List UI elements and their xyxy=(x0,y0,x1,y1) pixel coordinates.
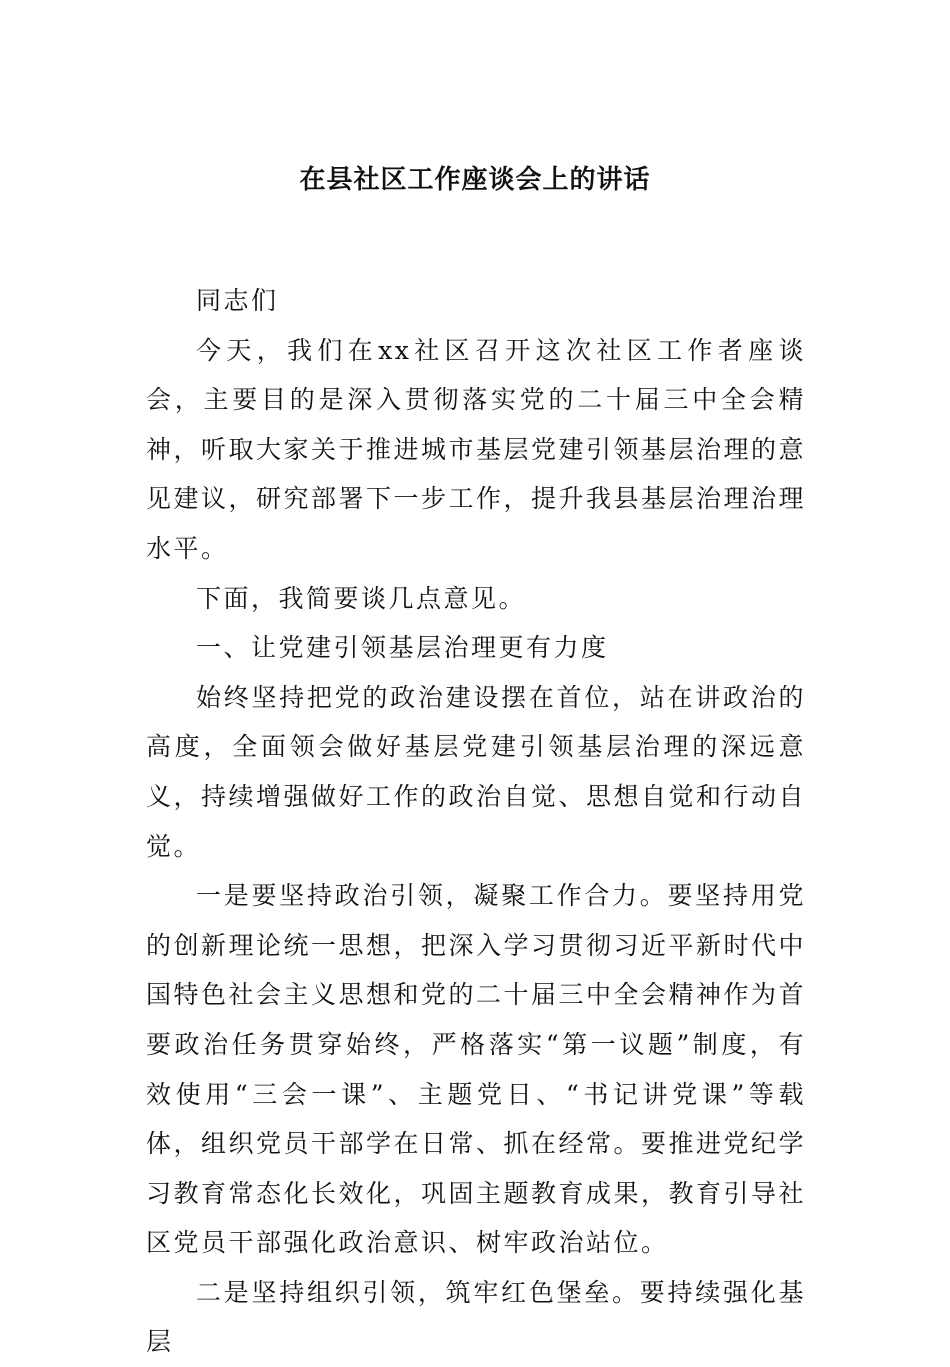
section-heading-1: 一、让党建引领基层治理更有力度 xyxy=(196,633,609,663)
document-title: 在县社区工作座谈会上的讲话 xyxy=(299,165,651,195)
paragraph-intro: 今天，我们在xx社区召开这次社区工作者座谈会，主要目的是深入贯彻落实党的二十届三中全会精神，听取大家关于推进城市基层党建引领基层治理的意见建议，研究部署下一步工作，提升我县基层治理治理水平。 xyxy=(146,335,807,563)
paragraph-point-1: 一是要坚持政治引领，凝聚工作合力。要坚持用党的创新理论统一思想，把深入学习贯彻习近平新时代中国特色社会主义思想和党的二十届三中全会精神作为首要政治任务贯穿始终，严格落实“第一议题”制度，有效使用“三会一课”、主题党日、“书记讲党课”等载体，组织党员干部学在日常、抓在经常。要推进党纪学习教育常态化长效化，巩固主题教育成果，教育引导社区党员干部强化政治意识、树牢政治站位。 xyxy=(146,881,807,1258)
paragraph-section-1: 始终坚持把党的政治建设摆在首位，站在讲政治的高度，全面领会做好基层党建引领基层治理的深远意义，持续增强做好工作的政治自觉、思想自觉和行动自觉。 xyxy=(146,682,807,861)
paragraph-transition: 下面，我简要谈几点意见。 xyxy=(196,583,527,613)
paragraph-point-2: 二是坚持组织引领，筑牢红色堡垒。要持续强化基层 xyxy=(146,1277,806,1357)
document-body xyxy=(146,276,806,1367)
paragraph-salutation: 同志们 xyxy=(196,286,279,315)
